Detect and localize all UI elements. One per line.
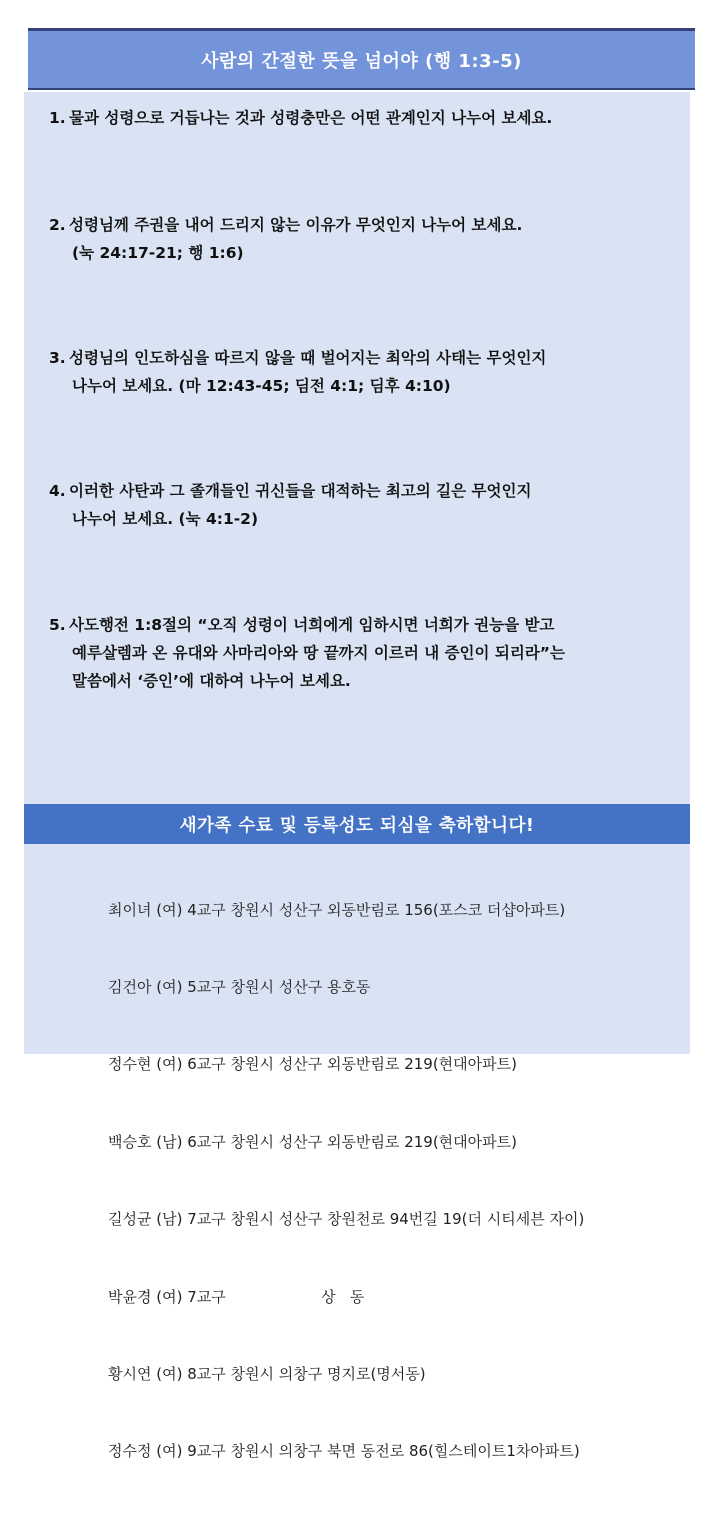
question-5 <box>49 611 565 695</box>
question-panel <box>24 92 690 804</box>
question-number: 4. <box>49 482 66 500</box>
member-row: 황시연 (여) 8교구 창원시 의창구 명지로(명서동) <box>108 1364 426 1383</box>
question-text: 이러한 사탄과 그 졸개들인 귀신들을 대적하는 최고의 길은 무엇인지 <box>69 482 532 500</box>
member-row: 백승호 (남) 6교구 창원시 성산구 외동반림로 219(현대아파트) <box>108 1132 517 1151</box>
question-3 <box>49 344 546 400</box>
question-1 <box>49 104 552 132</box>
member-row: 길성균 (남) 7교구 창원시 성산구 창원천로 94번길 19(더 시티세븐 자이) <box>108 1210 585 1229</box>
question-text: 나누어 보세요. (마 12:43-45; 딤전 4:1; 딤후 4:10) <box>72 377 451 395</box>
member-row: 김건아 (여) 5교구 창원시 성산구 용호동 <box>108 977 371 996</box>
question-text: (눅 24:17-21; 행 1:6) <box>72 244 244 262</box>
congrats-title: 새가족 수료 및 등록성도 되심을 축하합니다! <box>179 815 535 836</box>
question-text: 사도행전 1:8절의 “오직 성령이 너희에게 임하시면 너희가 권능을 받고 <box>69 616 555 634</box>
member-row: 정수정 (여) 9교구 창원시 의창구 북면 동전로 86(힐스테이트1차아파트) <box>108 1442 580 1461</box>
congrats-banner <box>24 804 690 844</box>
question-text: 나누어 보세요. (눅 4:1-2) <box>72 510 259 528</box>
page-title: 사람의 간절한 뜻을 넘어야 (행 1:3-5) <box>201 50 522 72</box>
question-text: 물과 성령으로 거듭나는 것과 성령충만은 어떤 관계인지 나누어 보세요. <box>69 109 553 127</box>
question-2 <box>49 211 522 267</box>
question-number: 1. <box>49 109 66 127</box>
question-number: 3. <box>49 349 66 367</box>
question-number: 2. <box>49 216 66 234</box>
member-row: 정수현 (여) 6교구 창원시 성산구 외동반림로 219(현대아파트) <box>108 1055 517 1074</box>
member-row: 최이녀 (여) 4교구 창원시 성산구 외동반림로 156(포스코 더샵아파트) <box>108 900 566 919</box>
member-list <box>108 846 584 1517</box>
question-4 <box>49 477 531 533</box>
question-text: 말씀에서 ‘증인’에 대하여 나누어 보세요. <box>72 672 351 690</box>
question-text: 성령님께 주권을 내어 드리지 않는 이유가 무엇인지 나누어 보세요. <box>69 216 523 234</box>
question-text: 예루살렘과 온 유대와 사마리아와 땅 끝까지 이르러 내 증인이 되리라”는 <box>72 644 565 662</box>
member-row: 박윤경 (여) 7교구 상 동 <box>108 1287 365 1306</box>
question-number: 5. <box>49 616 66 634</box>
page-title-bar <box>28 28 695 90</box>
question-text: 성령님의 인도하심을 따르지 않을 때 벌어지는 최악의 사태는 무엇인지 <box>69 349 547 367</box>
member-panel <box>24 844 690 1461</box>
